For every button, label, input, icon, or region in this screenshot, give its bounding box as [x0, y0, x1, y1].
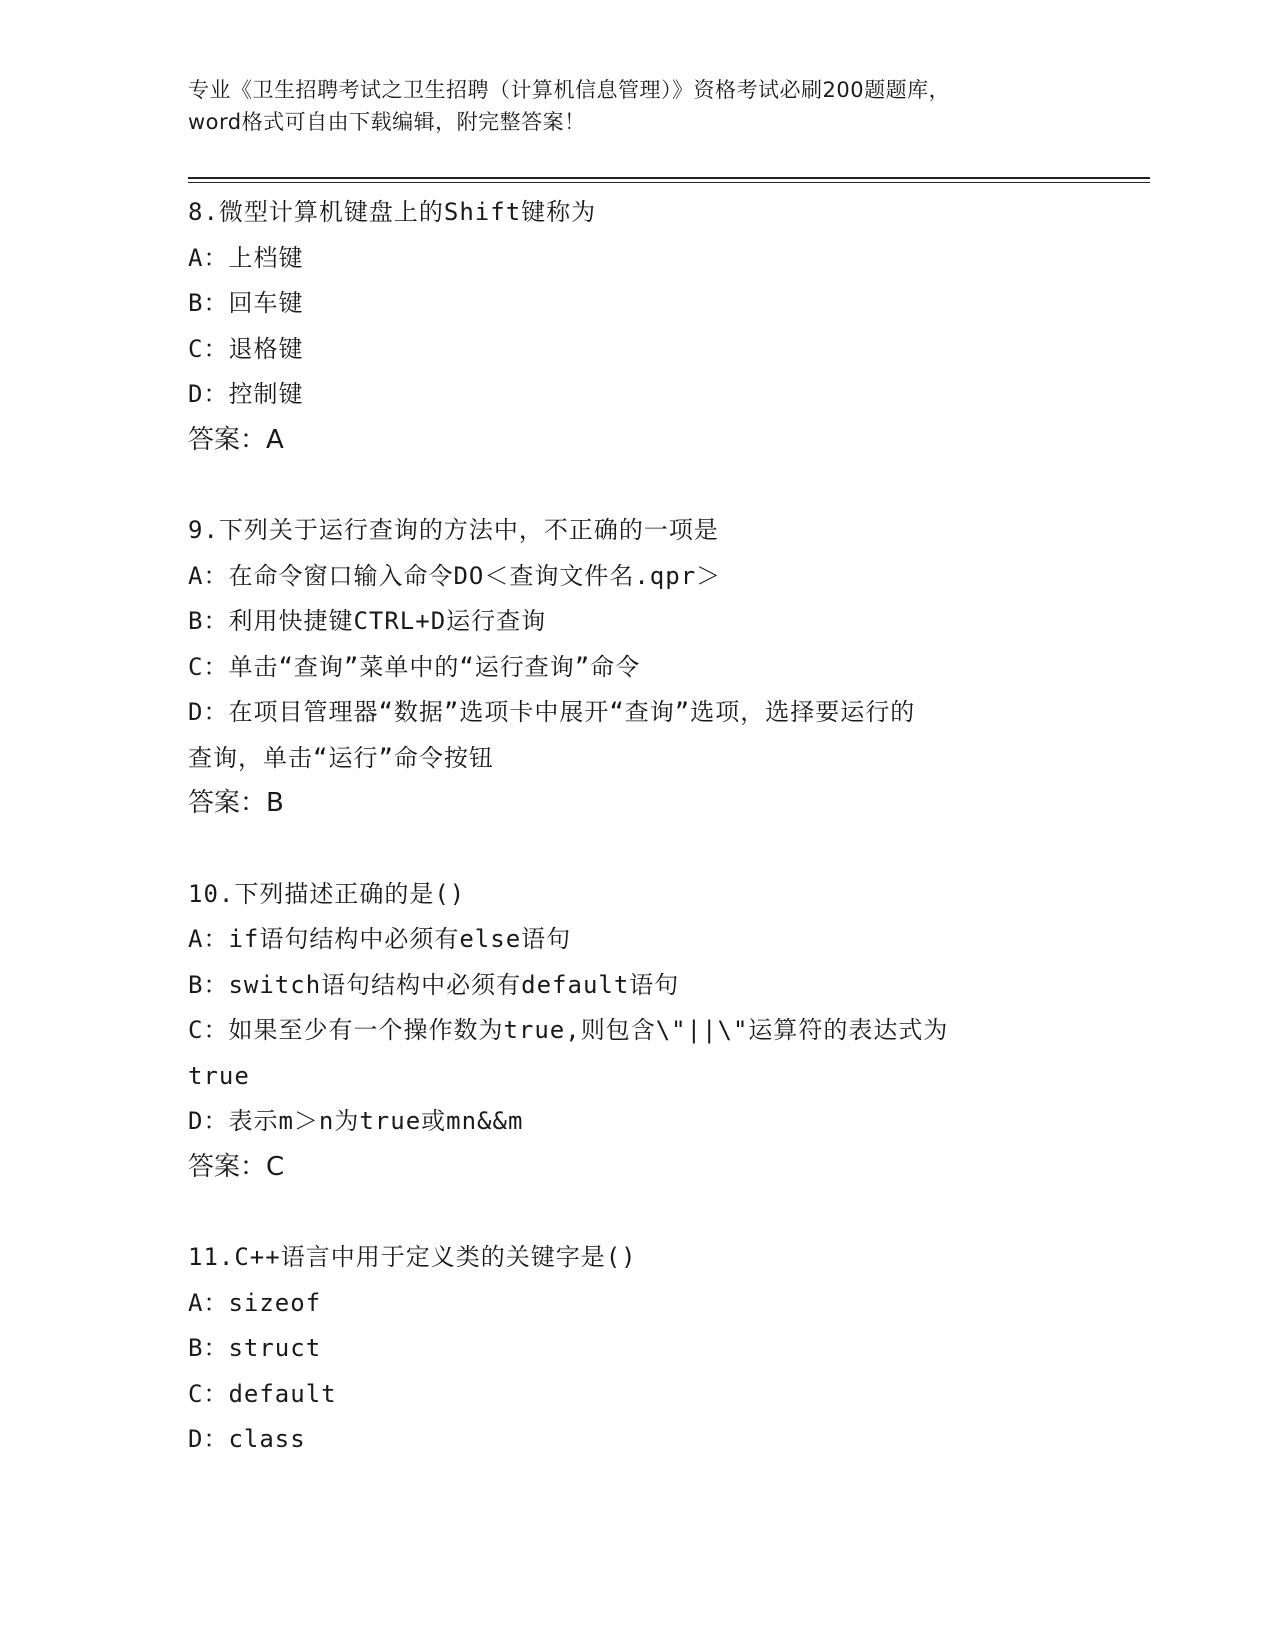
header-divider-thin [188, 182, 1150, 183]
question-option: true [188, 1061, 250, 1090]
question-option: D：表示m＞n为true或mn&&m [188, 1107, 524, 1135]
header-divider-thick [188, 177, 1150, 179]
question-option: B：switch语句结构中必须有default语句 [188, 970, 680, 999]
question-option: D：在项目管理器“数据”选项卡中展开“查询”选项，选择要运行的 [188, 698, 916, 726]
question-option: C：default [188, 1379, 337, 1408]
question-option: A：if语句结构中必须有else语句 [188, 925, 572, 953]
question-answer: 答案：B [188, 788, 284, 818]
question-option: A：在命令窗口输入命令DO＜查询文件名.qpr＞ [188, 561, 722, 590]
question-item [188, 1235, 1088, 1463]
question-stem: 9.下列关于运行查询的方法中，不正确的一项是 [188, 516, 719, 544]
question-stem: 10.下列描述正确的是() [188, 879, 466, 908]
header-line-2: word格式可自由下载编辑，附完整答案！ [188, 110, 586, 134]
question-option: B：struct [188, 1334, 322, 1362]
question-option: D：控制键 [188, 380, 304, 408]
question-stem: 8.微型计算机键盘上的Shift键称为 [188, 198, 597, 226]
question-item [188, 190, 1088, 463]
question-option: C：单击“查询”菜单中的“运行查询”命令 [188, 652, 641, 681]
question-answer: 答案：A [188, 424, 284, 455]
question-option: D：class [188, 1425, 306, 1453]
question-option: B：利用快捷键CTRL+D运行查询 [188, 607, 547, 635]
question-option: A：上档键 [188, 243, 304, 272]
header-line-1: 专业《卫生招聘考试之卫生招聘（计算机信息管理）》资格考试必刷200题题库， [188, 78, 951, 102]
question-option: A：sizeof [188, 1288, 322, 1317]
question-list [188, 190, 1088, 1508]
question-item [188, 508, 1088, 827]
question-stem: 11.C++语言中用于定义类的关键字是() [188, 1243, 637, 1271]
question-option: 查询，单击“运行”命令按钮 [188, 743, 494, 772]
question-option: C：退格键 [188, 334, 304, 363]
question-option: C：如果至少有一个操作数为true,则包含\"||\"运算符的表达式为 [188, 1016, 949, 1044]
question-answer: 答案：C [188, 1151, 285, 1182]
question-option: B：回车键 [188, 289, 304, 317]
question-item [188, 872, 1088, 1191]
document-header [188, 74, 1068, 138]
